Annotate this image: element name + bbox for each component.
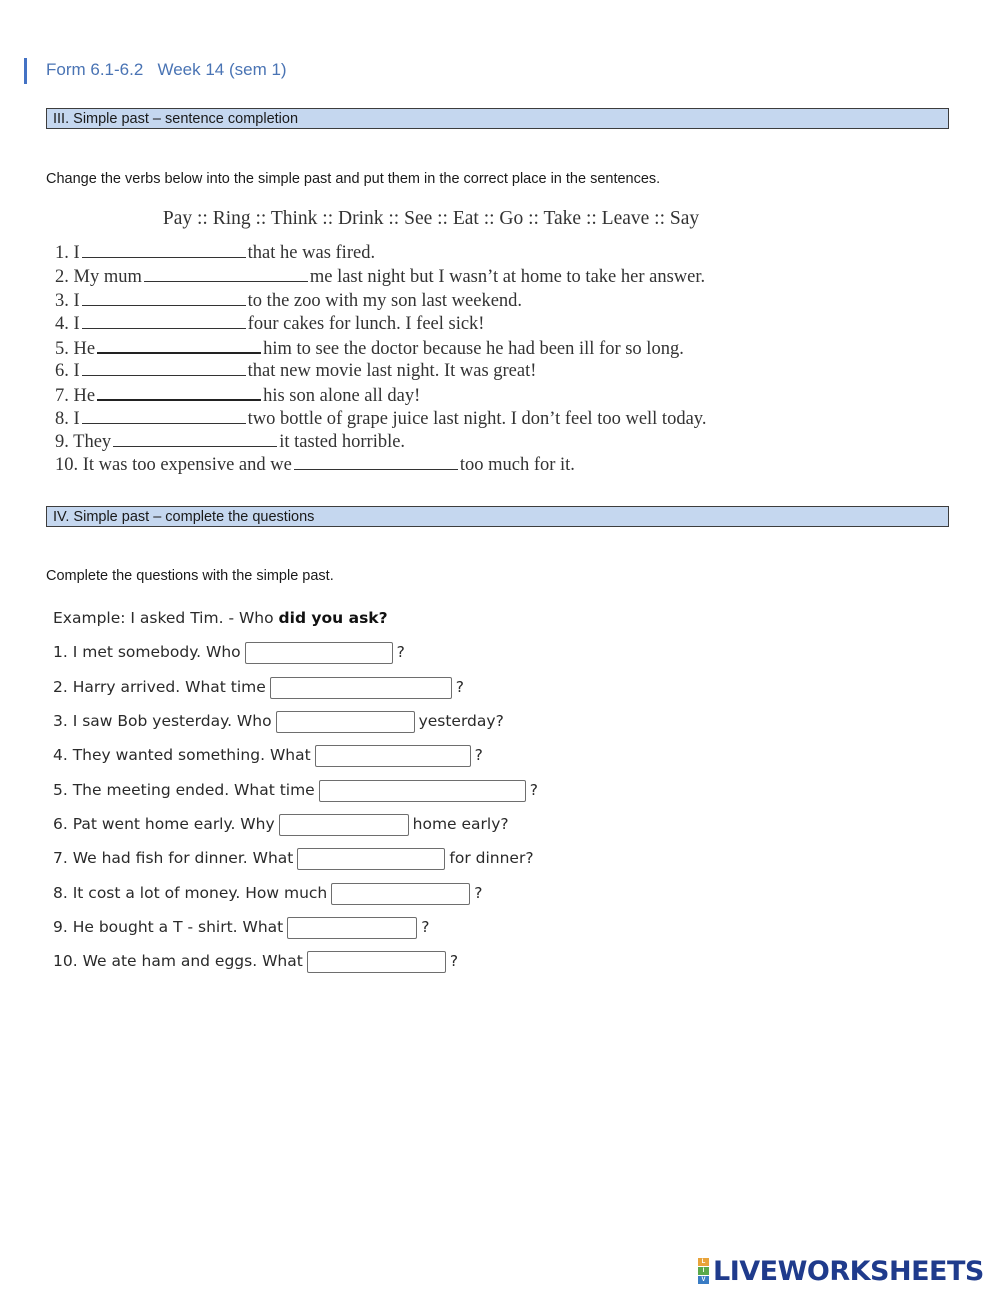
section-3-instruction: Change the verbs below into the simple past and put them in the correct place in the sentences. — [46, 171, 661, 187]
sentence-blank[interactable] — [82, 241, 246, 258]
logo-block: I — [698, 1267, 709, 1275]
sentence-blank[interactable] — [82, 407, 246, 424]
question-after: ? — [396, 643, 405, 661]
sentence-after: to the zoo with my son last weekend. — [247, 291, 523, 311]
question-row — [53, 845, 534, 871]
question-row — [53, 880, 482, 906]
question-before: 8. It cost a lot of money. How much — [53, 884, 328, 902]
question-before: 5. The meeting ended. What time — [53, 781, 315, 799]
question-after: for dinner? — [449, 849, 534, 867]
answer-input[interactable] — [276, 711, 415, 733]
question-row — [53, 914, 429, 940]
logo-text: LIVEWORKSHEETS — [713, 1255, 984, 1287]
answer-input[interactable] — [245, 642, 393, 664]
sentence-before: 10. It was too expensive and we — [55, 455, 292, 475]
question-row — [53, 777, 538, 803]
sentence-before: 1. I — [55, 243, 80, 263]
sentence-before: 4. I — [55, 314, 80, 334]
sentence-before: 3. I — [55, 291, 80, 311]
sentence-row — [55, 289, 522, 312]
question-before: 4. They wanted something. What — [53, 746, 311, 764]
section-4-heading: IV. Simple past – complete the questions — [46, 506, 949, 527]
question-before: 9. He bought a T - shirt. What — [53, 918, 284, 936]
question-row — [53, 811, 509, 837]
question-row — [53, 742, 483, 768]
question-after: ? — [455, 678, 465, 696]
answer-input[interactable] — [270, 677, 452, 699]
sentence-before: 9. They — [55, 432, 112, 452]
answer-input[interactable] — [279, 814, 409, 836]
answer-input[interactable] — [287, 917, 417, 939]
question-row — [53, 639, 405, 665]
sentence-after: too much for it. — [459, 455, 575, 475]
logo-blocks-icon — [698, 1258, 709, 1284]
question-after: home early? — [412, 815, 509, 833]
verb-list: Pay :: Ring :: Think :: Drink :: See :: Eat :: Go :: Take :: Leave :: Say — [162, 208, 700, 229]
answer-input[interactable] — [315, 745, 471, 767]
sentence-before: 6. I — [55, 361, 80, 381]
question-before: 10. We ate ham and eggs. What — [53, 952, 303, 970]
sentence-row — [55, 359, 536, 382]
sentence-after: him to see the doctor because he had been ill for so long. — [263, 339, 684, 359]
question-before: 2. Harry arrived. What time — [53, 678, 266, 696]
question-row — [53, 674, 464, 700]
question-after: ? — [474, 746, 483, 764]
example-prefix: Example: I asked Tim. - Who — [53, 609, 279, 627]
question-after: ? — [421, 918, 430, 936]
sentence-after: two bottle of grape juice last night. I don’t feel too well today. — [247, 409, 707, 429]
answer-input[interactable] — [331, 883, 470, 905]
question-after: ? — [449, 952, 459, 970]
question-after: yesterday? — [418, 712, 504, 730]
sentence-before: 2. My mum — [55, 267, 142, 287]
example-answer: did you ask? — [278, 609, 388, 627]
sentence-after: four cakes for lunch. I feel sick! — [247, 314, 485, 334]
sentence-blank[interactable] — [97, 336, 261, 354]
sentence-after: me last night but I wasn’t at home to take her answer. — [309, 267, 706, 287]
sentence-row — [55, 430, 405, 453]
sentence-before: 5. He — [55, 339, 96, 359]
sentence-blank[interactable] — [82, 359, 246, 376]
question-row — [53, 948, 458, 974]
logo-block: V — [698, 1276, 709, 1284]
sentence-blank[interactable] — [144, 265, 308, 282]
question-before: 3. I saw Bob yesterday. Who — [53, 712, 272, 730]
sentence-row — [55, 336, 684, 359]
section-4-instruction: Complete the questions with the simple past. — [46, 568, 334, 584]
sentence-row — [55, 241, 375, 264]
answer-input[interactable] — [307, 951, 446, 973]
sentence-row — [55, 383, 420, 406]
sentence-row — [55, 265, 705, 288]
header-accent-bar — [24, 58, 27, 84]
liveworksheets-logo — [698, 1256, 984, 1286]
sentence-after: it tasted horrible. — [279, 432, 406, 452]
question-row — [53, 708, 504, 734]
sentence-blank[interactable] — [294, 453, 458, 470]
sentence-row — [55, 453, 575, 476]
answer-input[interactable] — [297, 848, 445, 870]
question-after: ? — [474, 884, 483, 902]
question-after: ? — [529, 781, 538, 799]
sentence-blank[interactable] — [82, 312, 246, 329]
section-3-heading: III. Simple past – sentence completion — [46, 108, 949, 129]
logo-block: L — [698, 1258, 709, 1266]
sentence-blank[interactable] — [82, 289, 246, 306]
question-before: 1. I met somebody. Who — [53, 643, 241, 661]
question-before: 7. We had fish for dinner. What — [53, 849, 294, 867]
sentence-row — [55, 312, 484, 335]
sentence-blank[interactable] — [113, 430, 277, 447]
example-row — [53, 605, 388, 631]
sentence-row — [55, 407, 706, 430]
sentence-after: that he was fired. — [247, 243, 376, 263]
sentence-before: 7. He — [55, 386, 96, 406]
question-before: 6. Pat went home early. Why — [53, 815, 275, 833]
answer-input[interactable] — [319, 780, 526, 802]
sentence-after: that new movie last night. It was great! — [247, 361, 537, 381]
sentence-blank[interactable] — [97, 383, 261, 401]
sentence-before: 8. I — [55, 409, 80, 429]
page-title: Form 6.1-6.2 Week 14 (sem 1) — [46, 60, 287, 79]
sentence-after: his son alone all day! — [263, 386, 421, 406]
